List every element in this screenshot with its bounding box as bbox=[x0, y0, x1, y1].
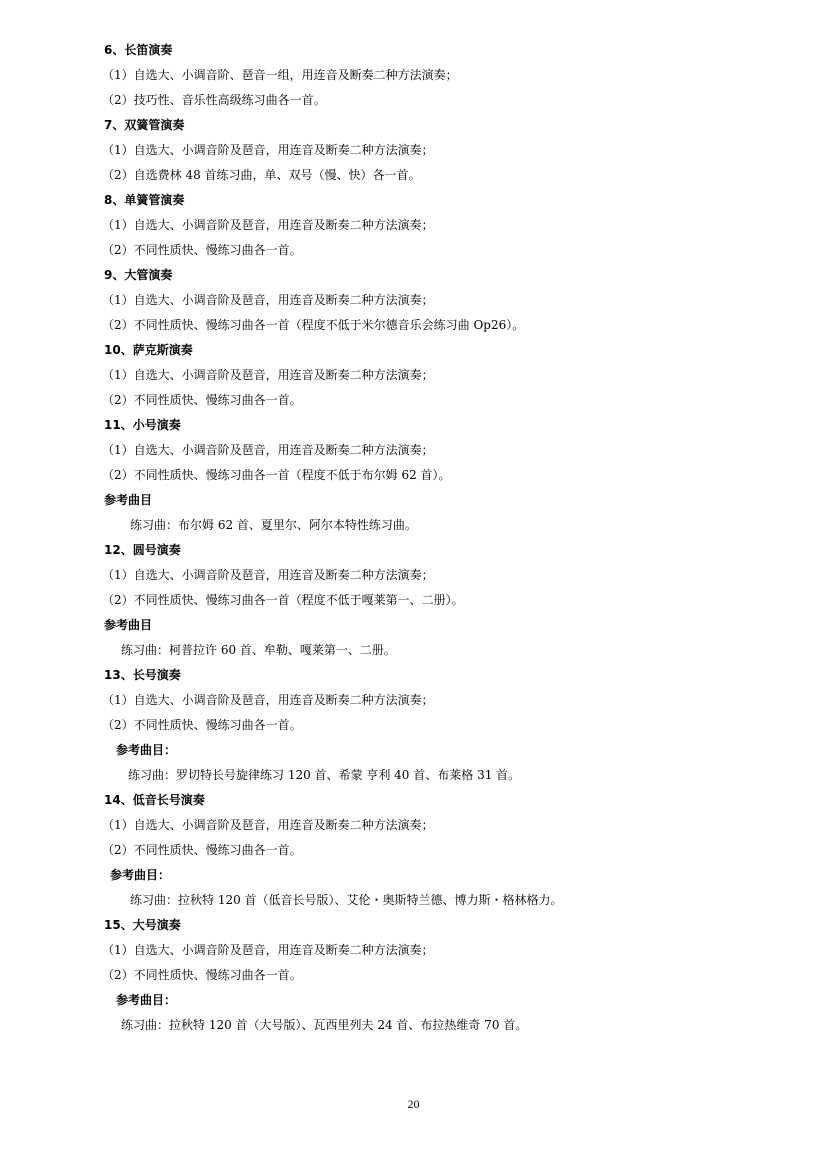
requirement-line: （1）自选大、小调音阶及琶音，用连音及断奏二种方法演奏； bbox=[102, 693, 434, 707]
reference-repertoire-heading: 参考曲目 bbox=[104, 618, 153, 632]
section-heading-clarinet: 8、单簧管演奏 bbox=[104, 193, 185, 207]
requirement-line: （2）不同性质快、慢练习曲各一首。 bbox=[102, 718, 302, 732]
reference-repertoire-heading: 参考曲目： bbox=[116, 743, 177, 757]
requirement-line: （1）自选大、小调音阶及琶音，用连音及断奏二种方法演奏； bbox=[102, 143, 434, 157]
reference-repertoire-heading: 参考曲目 bbox=[104, 493, 153, 507]
section-heading-bass-trombone: 14、低音长号演奏 bbox=[104, 793, 205, 807]
requirement-line: （2）不同性质快、慢练习曲各一首。 bbox=[102, 843, 302, 857]
reference-repertoire-line: 练习曲：拉秋特 120 首（大号版）、瓦西里列夫 24 首、布拉热维奇 70 首。 bbox=[121, 1018, 528, 1032]
section-heading-horn: 12、圆号演奏 bbox=[104, 543, 181, 557]
requirement-line: （1）自选大、小调音阶及琶音，用连音及断奏二种方法演奏； bbox=[102, 818, 434, 832]
reference-repertoire-line: 练习曲：柯普拉许 60 首、牟勒、嘎莱第一、二册。 bbox=[121, 643, 396, 657]
reference-repertoire-heading: 参考曲目： bbox=[116, 993, 177, 1007]
reference-repertoire-heading: 参考曲目： bbox=[110, 868, 171, 882]
requirement-line: （2）技巧性、音乐性高级练习曲各一首。 bbox=[102, 93, 326, 107]
requirement-line: （2）不同性质快、慢练习曲各一首（程度不低于嘎莱第一、二册）。 bbox=[102, 593, 464, 607]
reference-repertoire-line: 练习曲：罗切特长号旋律练习 120 首、希蒙 亨利 40 首、布莱格 31 首。 bbox=[128, 768, 521, 782]
requirement-line: （1）自选大、小调音阶及琶音，用连音及断奏二种方法演奏； bbox=[102, 943, 434, 957]
section-heading-flute: 6、长笛演奏 bbox=[104, 43, 173, 57]
page-number: 20 bbox=[407, 1097, 420, 1111]
section-heading-bassoon: 9、大管演奏 bbox=[104, 268, 173, 282]
requirement-line: （1）自选大、小调音阶及琶音，用连音及断奏二种方法演奏； bbox=[102, 218, 434, 232]
requirement-line: （2）不同性质快、慢练习曲各一首。 bbox=[102, 968, 302, 982]
section-heading-oboe: 7、双簧管演奏 bbox=[104, 118, 185, 132]
requirement-line: （2）自选费林 48 首练习曲，单、双号（慢、快）各一首。 bbox=[102, 168, 421, 182]
requirement-line: （2）不同性质快、慢练习曲各一首。 bbox=[102, 243, 302, 257]
requirement-line: （1）自选大、小调音阶及琶音，用连音及断奏二种方法演奏； bbox=[102, 443, 434, 457]
requirement-line: （2）不同性质快、慢练习曲各一首（程度不低于米尔德音乐会练习曲 Op26）。 bbox=[102, 318, 525, 332]
reference-repertoire-line: 练习曲：拉秋特 120 首（低音长号版）、艾伦・奥斯特兰德、博力斯・格林格力。 bbox=[130, 893, 563, 907]
requirement-line: （2）不同性质快、慢练习曲各一首（程度不低于布尔姆 62 首）。 bbox=[102, 468, 451, 482]
requirement-line: （1）自选大、小调音阶及琶音，用连音及断奏二种方法演奏； bbox=[102, 293, 434, 307]
section-heading-trombone: 13、长号演奏 bbox=[104, 668, 181, 682]
section-heading-tuba: 15、大号演奏 bbox=[104, 918, 181, 932]
requirement-line: （1）自选大、小调音阶及琶音，用连音及断奏二种方法演奏； bbox=[102, 368, 434, 382]
section-heading-saxophone: 10、萨克斯演奏 bbox=[104, 343, 193, 357]
requirement-line: （1）自选大、小调音阶及琶音，用连音及断奏二种方法演奏； bbox=[102, 568, 434, 582]
reference-repertoire-line: 练习曲：布尔姆 62 首、夏里尔、阿尔本特性练习曲。 bbox=[130, 518, 417, 532]
requirement-line: （2）不同性质快、慢练习曲各一首。 bbox=[102, 393, 302, 407]
requirement-line: （1）自选大、小调音阶、琶音一组，用连音及断奏二种方法演奏； bbox=[102, 68, 458, 82]
section-heading-trumpet: 11、小号演奏 bbox=[104, 418, 181, 432]
